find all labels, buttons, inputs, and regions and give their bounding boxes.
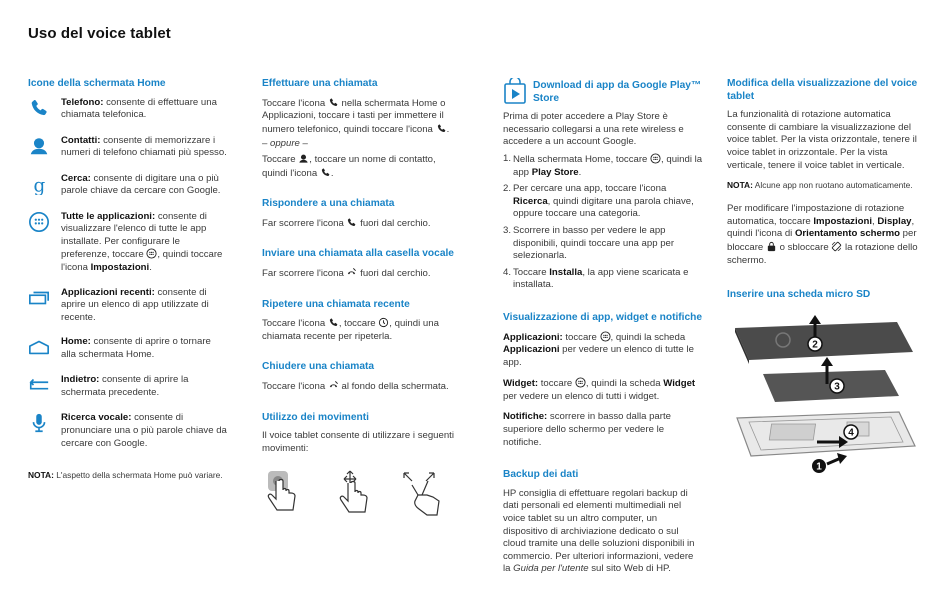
- contacts-icon: [28, 135, 50, 157]
- phone-icon: [328, 97, 339, 108]
- phone-term: Telefono:: [61, 96, 104, 108]
- home-item-all-apps: [28, 211, 228, 275]
- callout-1-label: 1: [816, 461, 822, 473]
- gestures-text: Il voice tablet consente di utilizzare i seguenti movimenti:: [262, 430, 454, 454]
- callout-3-label: 3: [834, 381, 840, 393]
- all-apps-icon: [575, 377, 586, 388]
- answer-heading: Rispondere a una chiamata: [262, 198, 395, 210]
- sd-heading: Inserire una scheda micro SD: [727, 289, 871, 301]
- phone-icon: [436, 123, 447, 134]
- store-heading: Download di app da Google Play™ Store: [533, 80, 702, 104]
- all-apps-desc2: , quindi toccare l'icona: [61, 249, 223, 273]
- sd-section: [727, 289, 927, 478]
- home-icons-heading: Icone della schermata Home: [28, 78, 166, 89]
- redial-heading: Ripetere una chiamata recente: [262, 298, 410, 310]
- back-cover: [735, 322, 913, 360]
- store-header: [503, 78, 703, 105]
- hangup-heading: Chiudere una chiamata: [262, 361, 375, 373]
- view-apps-text: Applicazioni: toccare , quindi la scheda Applicazioni per vedere un elenco di tutte le app.: [503, 331, 694, 368]
- voicemail-heading: Inviare una chiamata alla casella vocale: [262, 248, 454, 260]
- settings-term: Impostazioni: [90, 261, 150, 273]
- store-step-4: 4. Toccare Installa, la app viene scaricata e installata.: [503, 266, 689, 291]
- store-step-1: 1. Nella schermata Home, toccare , quindi la app Play Store.: [503, 152, 703, 178]
- search-term: Cerca:: [61, 172, 91, 184]
- answer-section: [262, 198, 462, 230]
- back-icon: [28, 374, 50, 396]
- store-step-2: 2. Per cercare una app, toccare l'icona Ricerca, quindi digitare una parola chiave, oppure toccare una categoria.: [503, 183, 694, 220]
- store-step-3: 3. Scorrere in basso per vedere le app disponibili, quindi toccare una app per selezionarla.: [503, 224, 675, 262]
- oppure-separator: – oppure –: [262, 138, 308, 150]
- rotate-text: La funzionalità di rotazione automatica consente di cambiare la visualizzazione del voice tablet. Per la vista orizzontale, tenere il voice tablet in orizzontale. Per la vista verticale, tenere il voice tablet in verticale.: [727, 109, 917, 171]
- tap-gesture-icon: [262, 469, 308, 517]
- rotation-lock-icon: [766, 241, 777, 252]
- view-section: [503, 312, 703, 449]
- pinch-gesture-icon: [398, 469, 444, 517]
- hangup-section: [262, 361, 462, 393]
- home-item-recent: [28, 287, 228, 325]
- home-note: [28, 470, 228, 481]
- phone-desc: consente di effettuare una chiamata telefonica.: [61, 96, 217, 121]
- make-call-alt-text: Toccare , toccare un nome di contatto, quindi l'icona .: [262, 153, 436, 179]
- contacts-desc: consente di memorizzare i numeri di telefono chiamati più spesso.: [61, 134, 227, 159]
- home-icon: [28, 336, 50, 358]
- rotate-section: [727, 78, 927, 267]
- rotate-settings-text: Per modificare l'impostazione di rotazione automatica, toccare Impostazioni, Display, quindi l'icona di Orientamento schermo per bloccare o sbloccare la rotazione dello schermo.: [727, 203, 918, 266]
- all-apps-desc: consente di visualizzare l'elenco di tutte le app installate. Per configurare le preferenze, toccare: [61, 210, 207, 261]
- all-apps-icon: [600, 331, 611, 342]
- swipe-gesture-icon: [330, 469, 376, 517]
- answer-text: Far scorrere l'icona fuori dal cerchio.: [262, 217, 431, 229]
- home-desc: consente di aprire o tornare alla schermata Home.: [61, 336, 211, 360]
- home-item-phone: [28, 97, 228, 123]
- store-intro: Prima di poter accedere a Play Store è necessario collegarsi a una rete wireless e accedere a un account Google.: [503, 111, 684, 148]
- contacts-term: Contatti:: [61, 134, 101, 146]
- tablet-body: [737, 412, 915, 456]
- store-steps: [503, 153, 703, 292]
- recent-apps-icon: [28, 287, 50, 309]
- microphone-icon: [28, 412, 50, 434]
- hangup-text: Toccare l'icona al fondo della schermata.: [262, 380, 449, 392]
- callout-4-label: 4: [848, 427, 854, 439]
- callout-2-label: 2: [812, 339, 818, 351]
- contacts-icon: [298, 153, 309, 164]
- phone-icon: [320, 167, 331, 178]
- calls-column: [262, 78, 462, 530]
- rotate-note: NOTA: Alcune app non ruotano automaticamente.: [727, 180, 913, 191]
- user-guide-ref: Guida per l'utente: [513, 563, 589, 575]
- make-call-text: Toccare l'icona nella schermata Home o Applicazioni, toccare i tasti per immettere il numero telefonico, quindi toccare l'icona .: [262, 97, 450, 135]
- backup-heading: Backup dei dati: [503, 469, 579, 481]
- home-icons-column: [28, 78, 228, 481]
- voice-desc: consente di pronunciare una o più parole chiave da cercare con Google.: [61, 412, 227, 449]
- voicemail-section: [262, 248, 462, 280]
- redial-text: Toccare l'icona , toccare , quindi una chiamata recente per ripeterla.: [262, 318, 439, 342]
- view-widget-text: Widget: toccare , quindi la scheda Widget per vedere un elenco di tutti i widget.: [503, 378, 696, 402]
- home-item-back: [28, 374, 228, 400]
- view-heading: Visualizzazione di app, widget e notifiche: [503, 311, 703, 323]
- phone-icon: [28, 97, 50, 119]
- home-item-contacts: [28, 135, 228, 161]
- all-apps-desc3: .: [149, 261, 152, 273]
- make-call-section: [262, 78, 462, 180]
- google-search-icon: [28, 173, 50, 195]
- make-call-heading: Effettuare una chiamata: [262, 78, 378, 89]
- back-desc: consente di aprire la schermata precedente.: [61, 374, 189, 398]
- search-desc: consente di digitare una o più parole chiave da cercare con Google.: [61, 172, 221, 197]
- rotate-heading: Modifica della visualizzazione del voice tablet: [727, 78, 918, 102]
- play-store-icon: [503, 78, 527, 104]
- back-term: Indietro:: [61, 374, 100, 386]
- end-call-icon: [328, 380, 339, 391]
- phone-icon: [328, 317, 339, 328]
- page-title: Uso del voice tablet: [28, 25, 171, 42]
- recent-desc: consente di aprire un elenco di app utilizzate di recente.: [61, 286, 209, 323]
- all-apps-inline-icon: [146, 248, 157, 259]
- gestures-section: [262, 412, 462, 518]
- redial-section: [262, 299, 462, 344]
- backup-section: [503, 469, 703, 576]
- svg-text:g: g: [33, 174, 46, 195]
- voicemail-text: Far scorrere l'icona fuori dal cerchio.: [262, 267, 431, 279]
- home-item-home: [28, 336, 228, 362]
- view-notif-text: Notifiche: scorrere in basso dalla parte superiore dello schermo per vedere le notifiche.: [503, 411, 671, 448]
- backup-text: HP consiglia di effettuare regolari backup di dati personali ed elementi multimediali nel voice tablet su un altro computer, un dispositivo di archiviazione dedicato o sul cloud tramite una delle soluzioni disponibili in commercio. Per ulteriori informazioni, vedere la Guida per l'utente sul sito Web di HP.: [503, 487, 695, 575]
- rotation-unlock-icon: [831, 241, 842, 252]
- home-item-voice: [28, 412, 228, 450]
- sd-card-install-diagram: [727, 314, 917, 474]
- all-apps-icon: [650, 153, 661, 164]
- clock-icon: [378, 317, 389, 328]
- reject-call-icon: [346, 267, 357, 278]
- gestures-heading: Utilizzo dei movimenti: [262, 411, 369, 423]
- voice-term: Ricerca vocale:: [61, 412, 132, 424]
- gestures-illustrations: [262, 469, 462, 517]
- all-apps-term: Tutte le applicazioni:: [61, 210, 156, 222]
- all-apps-icon: [28, 211, 50, 233]
- note-label: NOTA:: [28, 470, 54, 481]
- recent-term: Applicazioni recenti:: [61, 286, 155, 298]
- phone-icon: [346, 217, 357, 228]
- note-text: L'aspetto della schermata Home può variare.: [53, 470, 223, 481]
- rotate-column: [727, 78, 927, 491]
- home-item-search: [28, 173, 228, 199]
- home-term: Home:: [61, 336, 91, 348]
- apps-column: [503, 78, 703, 589]
